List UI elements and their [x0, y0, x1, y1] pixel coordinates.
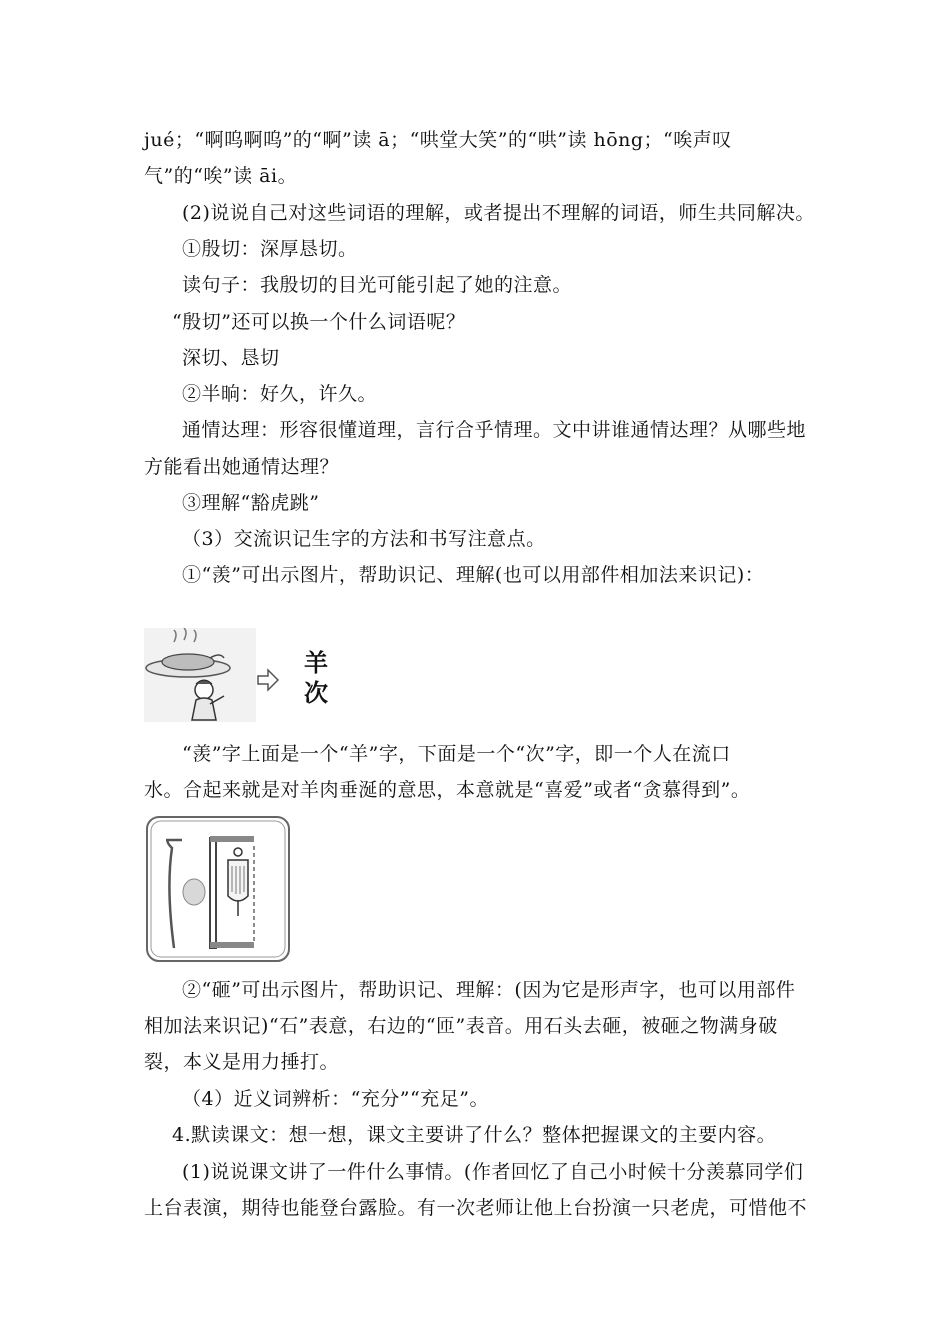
- text-line: ①殷切：深厚恳切。: [182, 238, 358, 260]
- text-line: 读句子：我殷切的目光可能引起了她的注意。: [182, 274, 573, 296]
- text-line: 水。合起来就是对羊肉垂涎的意思，本意就是“喜爱”或者“贪慕得到”。: [144, 779, 751, 801]
- text-line: 通情达理：形容很懂道理，言行合乎情理。文中讲谁通情达理？从哪些地: [182, 419, 807, 441]
- stone-and-banner-icon: [146, 816, 290, 962]
- text-line: ②“砸”可出示图片，帮助识记、理解：(因为它是形声字，也可以用部件: [182, 979, 796, 1001]
- xian-glyph-top: 羊: [304, 648, 328, 677]
- text-line: 方能看出她通情达理？: [144, 456, 340, 478]
- text-line: ②半晌：好久，许久。: [182, 383, 378, 405]
- text-line: (2)说说自己对这些词语的理解，或者提出不理解的词语，师生共同解决。: [182, 202, 815, 224]
- text-line: (1)说说课文讲了一件什么事情。(作者回忆了自己小时候十分羡慕同学们: [182, 1161, 804, 1183]
- text-line: ①“羡”可出示图片，帮助识记、理解(也可以用部件相加法来识记)：: [182, 564, 765, 586]
- text-line: 4.默读课文：想一想，课文主要讲了什么？整体把握课文的主要内容。: [172, 1124, 777, 1146]
- xian-glyph-bottom: 次: [304, 678, 328, 707]
- text-line: 上台表演，期待也能登台露脸。有一次老师让他上台扮演一只老虎，可惜他不: [144, 1197, 808, 1219]
- text-line: 气”的“唉”读 āi。: [144, 165, 298, 187]
- text-line: 深切、恳切: [182, 347, 280, 369]
- text-line: ③理解“豁虎跳”: [182, 492, 320, 514]
- text-line: （3）交流识记生字的方法和书写注意点。: [182, 528, 546, 550]
- text-line: “殷切”还可以换一个什么词语呢？: [172, 311, 466, 333]
- text-line: “羡”字上面是一个“羊”字，下面是一个“次”字，即一个人在流口: [182, 743, 731, 765]
- text-line: 裂，本义是用力捶打。: [144, 1051, 340, 1073]
- text-line: （4）近义词辨析：“充分”“充足”。: [182, 1088, 489, 1110]
- text-line: 相加法来识记)“石”表意，右边的“匝”表音。用石头去砸，被砸之物满身破: [144, 1015, 778, 1037]
- xian-illustration: [144, 628, 340, 722]
- text-line: jué；“啊呜啊呜”的“啊”读 ā；“哄堂大笑”的“哄”读 hōng；“唉声叹: [144, 129, 732, 151]
- za-illustration: [146, 816, 290, 962]
